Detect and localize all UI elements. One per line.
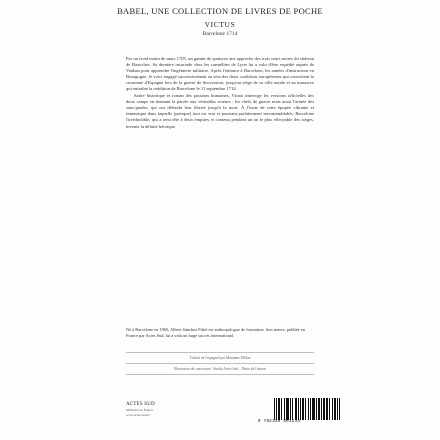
divider xyxy=(126,363,314,364)
publisher-line: Diffusion en France xyxy=(126,408,154,413)
blurb-paragraph: Satire historique et roman des passions humaines, Victus interroge les versions officielles des deux camps en donnant la parole aux véritables acteurs : les chefs de guerre mais aussi l'armée des sans-grades, qui ont défendu leur liberté jusqu'à la mort. À l'issue de cette épopée vibrante et fantastique dans laquelle (presque) tout est vrai et pourtant parfaitement invraisemblable, Barcelone l'irréductible, qui a tenu tête à deux empires et contenu pendant un an le plus effroyable des sièges, invente la défaite héroïque. xyxy=(126,93,314,129)
publisher-name: ACTES SUD xyxy=(126,402,155,407)
translator-credit: Traduit de l'espagnol par Marianne Millon xyxy=(189,356,251,360)
publisher-line: www.actes-sud.fr xyxy=(126,412,150,417)
barcode-bar xyxy=(339,398,340,420)
barcode-main xyxy=(274,398,324,420)
book-subtitle: Barcelone 1714 xyxy=(202,31,238,37)
cover-credit: Illustration de couverture : Studio Actes Sud – Photo de l'auteur xyxy=(174,367,266,371)
publisher-info xyxy=(126,403,204,417)
ean-number: 9 782330 061234 xyxy=(258,420,301,424)
divider xyxy=(126,374,314,375)
divider xyxy=(126,352,314,353)
blurb xyxy=(126,56,314,131)
blurb-paragraph: Par un froid matin de mars 1705, un gamin de quatorze ans approche des trois tours noires du château de Bazoches. Sa dernière incartade chez les carmélites de Lyon lui a valu d'être expédié auprès de Vauban pour apprendre l'ingénierie militaire. Après l'enfance à Barcelone, les années d'instruction en Bourgogne, le voici engagé successivement au sein des deux coalitions européennes qui convoitent la couronne d'Espagne lors de la guerre de Succession, jusqu'au siège de sa ville natale et au massacre qui entraîne la reddition de Barcelone le 11 septembre 1714. xyxy=(126,56,314,92)
barcode-addon xyxy=(324,398,340,420)
book-title: VICTUS xyxy=(204,20,236,29)
author-note: Né à Barcelone en 1965, Albert Sánchez Piñol est anthropologue de formation. Son œuvre, publiée en France par Actes Sud, lui a valu un large succès international. xyxy=(126,327,305,338)
series-title: BABEL, UNE COLLECTION DE LIVRES DE POCHE xyxy=(117,6,323,16)
